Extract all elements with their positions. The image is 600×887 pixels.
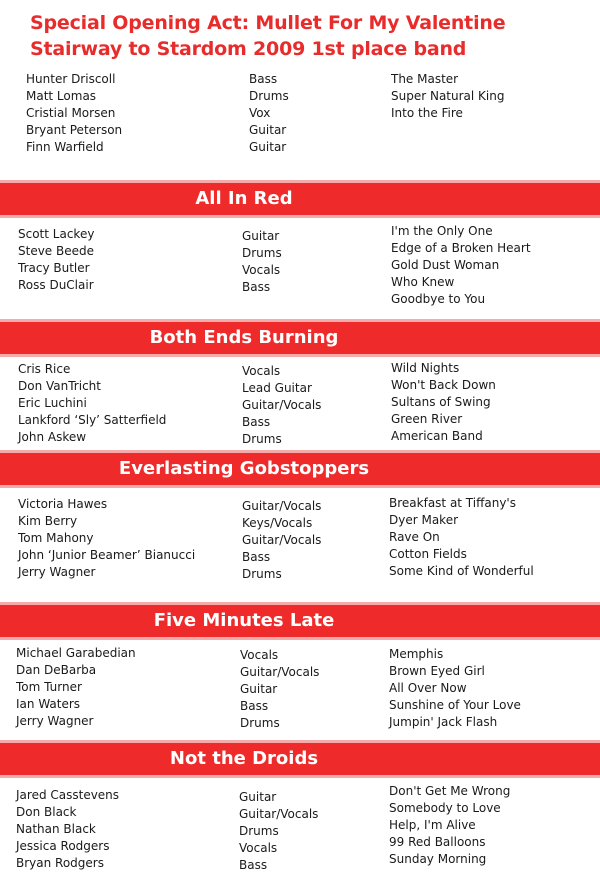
member-name: Lankford ‘Sly’ Satterfield xyxy=(18,413,167,427)
band-roles-column xyxy=(240,647,319,732)
band-members-column xyxy=(16,787,119,872)
band-songs-column xyxy=(391,360,496,445)
member-role: Vox xyxy=(249,106,271,120)
member-role: Guitar xyxy=(239,790,277,804)
member-name: Jared Casstevens xyxy=(16,788,120,802)
member-name: Hunter Driscoll xyxy=(26,72,116,86)
member-name: Tracy Butler xyxy=(18,261,90,275)
member-name: Cristial Morsen xyxy=(26,106,116,120)
song-title: American Band xyxy=(391,429,483,443)
opening-act-subtitle: Stairway to Stardom 2009 1st place band xyxy=(30,38,467,60)
song-title: Who Knew xyxy=(391,275,455,289)
band-roles-column xyxy=(242,228,282,296)
song-title: Dyer Maker xyxy=(389,513,459,527)
opening-act-header xyxy=(30,10,505,62)
song-title: Into the Fire xyxy=(391,106,463,120)
member-role: Drums xyxy=(240,716,280,730)
member-role: Guitar/Vocals xyxy=(242,533,322,547)
member-role: Lead Guitar xyxy=(242,381,312,395)
song-title: 99 Red Balloons xyxy=(389,835,486,849)
member-role: Drums xyxy=(242,432,282,446)
member-name: Eric Luchini xyxy=(18,396,87,410)
member-role: Drums xyxy=(242,567,282,581)
song-title: Won't Back Down xyxy=(391,378,496,392)
member-role: Guitar/Vocals xyxy=(239,807,319,821)
member-role: Guitar xyxy=(249,140,287,154)
member-name: Victoria Hawes xyxy=(18,497,108,511)
member-name: Finn Warfield xyxy=(26,140,104,154)
opening-members-column xyxy=(26,71,122,156)
band-roles-column xyxy=(242,498,321,583)
song-title: Super Natural King xyxy=(391,89,505,103)
member-name: Michael Garabedian xyxy=(16,646,136,660)
member-role: Vocals xyxy=(242,263,281,277)
member-role: Drums xyxy=(249,89,289,103)
song-title: Rave On xyxy=(389,530,440,544)
song-title: Brown Eyed Girl xyxy=(389,664,485,678)
member-role: Guitar/Vocals xyxy=(240,665,320,679)
band-name: Not the Droids xyxy=(169,748,319,769)
band-members-column xyxy=(16,645,136,730)
song-title: Sunshine of Your Love xyxy=(389,698,521,712)
band-members-column xyxy=(18,361,166,446)
band-songs-column xyxy=(389,646,521,731)
member-name: Jerry Wagner xyxy=(16,714,94,728)
band-members-column xyxy=(18,226,94,294)
band-songs-column xyxy=(389,495,534,580)
member-role: Guitar xyxy=(242,229,280,243)
song-title: Edge of a Broken Heart xyxy=(391,241,531,255)
member-role: Bass xyxy=(239,858,268,872)
member-name: John Askew xyxy=(18,430,87,444)
member-name: Ian Waters xyxy=(16,697,81,711)
member-role: Vocals xyxy=(240,648,279,662)
member-name: Ross DuClair xyxy=(18,278,94,292)
band-name: Five Minutes Late xyxy=(153,610,335,631)
member-role: Bass xyxy=(249,72,278,86)
member-role: Guitar xyxy=(249,123,287,137)
band-banner xyxy=(0,602,600,640)
song-title: Gold Dust Woman xyxy=(391,258,500,272)
member-name: Don Black xyxy=(16,805,77,819)
member-name: Scott Lackey xyxy=(18,227,95,241)
song-title: Don't Get Me Wrong xyxy=(389,784,511,798)
song-title: Somebody to Love xyxy=(389,801,501,815)
member-name: Don VanTricht xyxy=(18,379,101,393)
member-role: Bass xyxy=(240,699,269,713)
member-role: Bass xyxy=(242,550,271,564)
member-name: Dan DeBarba xyxy=(16,663,97,677)
band-members-column xyxy=(18,496,195,581)
song-title: Memphis xyxy=(389,647,444,661)
member-name: Jerry Wagner xyxy=(18,565,96,579)
member-name: Bryan Rodgers xyxy=(16,856,104,870)
song-title: Sunday Morning xyxy=(389,852,487,866)
band-roles-column xyxy=(239,789,318,874)
member-role: Vocals xyxy=(239,841,278,855)
band-roles-column xyxy=(242,363,321,448)
member-name: Tom Mahony xyxy=(18,531,94,545)
member-role: Guitar/Vocals xyxy=(242,499,322,513)
member-name: Bryant Peterson xyxy=(26,123,123,137)
member-role: Keys/Vocals xyxy=(242,516,313,530)
band-banner xyxy=(0,740,600,778)
song-title: Jumpin' Jack Flash xyxy=(389,715,498,729)
band-name: All In Red xyxy=(195,188,293,209)
opening-songs-column xyxy=(391,71,504,122)
member-role: Guitar xyxy=(240,682,278,696)
band-songs-column xyxy=(389,783,510,868)
band-banner xyxy=(0,319,600,357)
song-title: Breakfast at Tiffany's xyxy=(389,496,516,510)
song-title: Some Kind of Wonderful xyxy=(389,564,534,578)
member-name: Cris Rice xyxy=(18,362,71,376)
song-title: All Over Now xyxy=(389,681,467,695)
member-role: Bass xyxy=(242,415,271,429)
opening-roles-column xyxy=(249,71,289,156)
opening-act-title: Special Opening Act: Mullet For My Valentine xyxy=(30,12,506,34)
band-name: Both Ends Burning xyxy=(149,327,339,348)
member-name: Steve Beede xyxy=(18,244,95,258)
member-role: Vocals xyxy=(242,364,281,378)
member-role: Drums xyxy=(242,246,282,260)
song-title: Green River xyxy=(391,412,463,426)
band-songs-column xyxy=(391,223,531,308)
member-name: Jessica Rodgers xyxy=(16,839,110,853)
song-title: Sultans of Swing xyxy=(391,395,491,409)
member-name: Matt Lomas xyxy=(26,89,97,103)
member-name: John ‘Junior Beamer’ Bianucci xyxy=(18,548,196,562)
song-title: The Master xyxy=(391,72,459,86)
member-role: Guitar/Vocals xyxy=(242,398,322,412)
band-banner xyxy=(0,450,600,488)
member-role: Drums xyxy=(239,824,279,838)
member-name: Kim Berry xyxy=(18,514,78,528)
song-title: Wild Nights xyxy=(391,361,460,375)
band-name: Everlasting Gobstoppers xyxy=(118,458,370,479)
song-title: I'm the Only One xyxy=(391,224,493,238)
song-title: Goodbye to You xyxy=(391,292,486,306)
song-title: Cotton Fields xyxy=(389,547,467,561)
band-banner xyxy=(0,180,600,218)
song-title: Help, I'm Alive xyxy=(389,818,476,832)
member-name: Nathan Black xyxy=(16,822,96,836)
member-role: Bass xyxy=(242,280,271,294)
member-name: Tom Turner xyxy=(16,680,82,694)
